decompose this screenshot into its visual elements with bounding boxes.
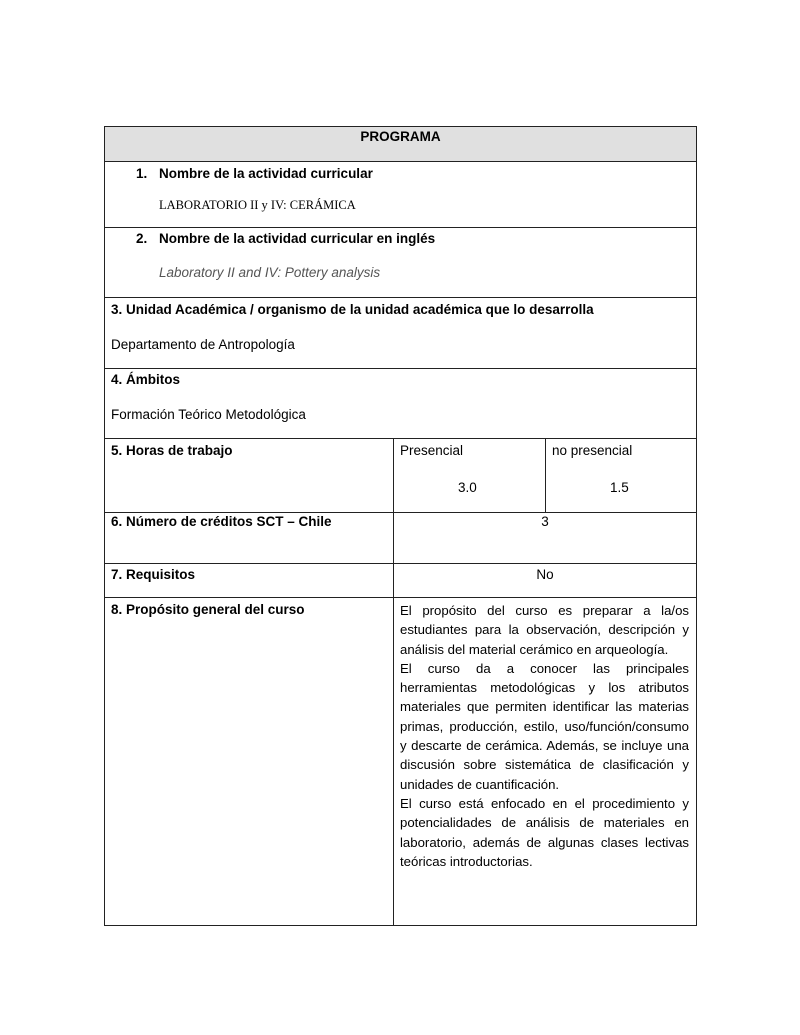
table-title: PROGRAMA xyxy=(360,129,441,144)
section-5-title: 5. Horas de trabajo xyxy=(111,443,233,458)
purpose-paragraph: El curso está enfocado en el procedimiento y potencialidades de análisis de materiales en laboratorio, además de algunas clases lectivas teóricas introductorias. xyxy=(400,795,689,869)
section-1-title: Nombre de la actividad curricular xyxy=(159,166,373,181)
section-8-title: 8. Propósito general del curso xyxy=(111,602,305,617)
course-purpose-text xyxy=(400,601,689,871)
purpose-paragraph: El propósito del curso es preparar a la/os estudiantes para la observación, descripción y análisis del material cerámico en arqueología. xyxy=(400,603,689,657)
presencial-value: 3.0 xyxy=(458,480,477,495)
section-4-title: 4. Ámbitos xyxy=(111,372,181,387)
section-2-number: 2. xyxy=(136,231,148,246)
no-presencial-label: no presencial xyxy=(552,443,633,458)
section-3-title: 3. Unidad Académica / organismo de la unidad académica que lo desarrolla xyxy=(111,302,594,317)
presencial-label: Presencial xyxy=(400,443,464,458)
section-7-value: No xyxy=(536,567,554,582)
section-1-number: 1. xyxy=(136,166,148,181)
no-presencial-value: 1.5 xyxy=(610,480,629,495)
section-1-value: LABORATORIO II y IV: CERÁMICA xyxy=(159,198,356,212)
section-2-title: Nombre de la actividad curricular en inglés xyxy=(159,231,436,246)
section-4-value: Formación Teórico Metodológica xyxy=(111,407,306,422)
section-2-value: Laboratory II and IV: Pottery analysis xyxy=(159,265,381,280)
section-4-row xyxy=(104,368,697,439)
section-6-title: 6. Número de créditos SCT – Chile xyxy=(111,514,332,529)
purpose-paragraph: El curso da a conocer las principales herramientas metodológicas y los atributos materiales que permiten identificar las materias primas, producción, estilo, uso/función/consumo y descarte de cerámica. Además, se incluye una discusión sobre sistemática de clasificación y unidades de cuantificación. xyxy=(400,660,689,792)
section-8-label-cell xyxy=(104,597,394,926)
section-7-title: 7. Requisitos xyxy=(111,567,196,582)
section-3-value: Departamento de Antropología xyxy=(111,337,295,352)
section-6-value: 3 xyxy=(541,514,549,529)
